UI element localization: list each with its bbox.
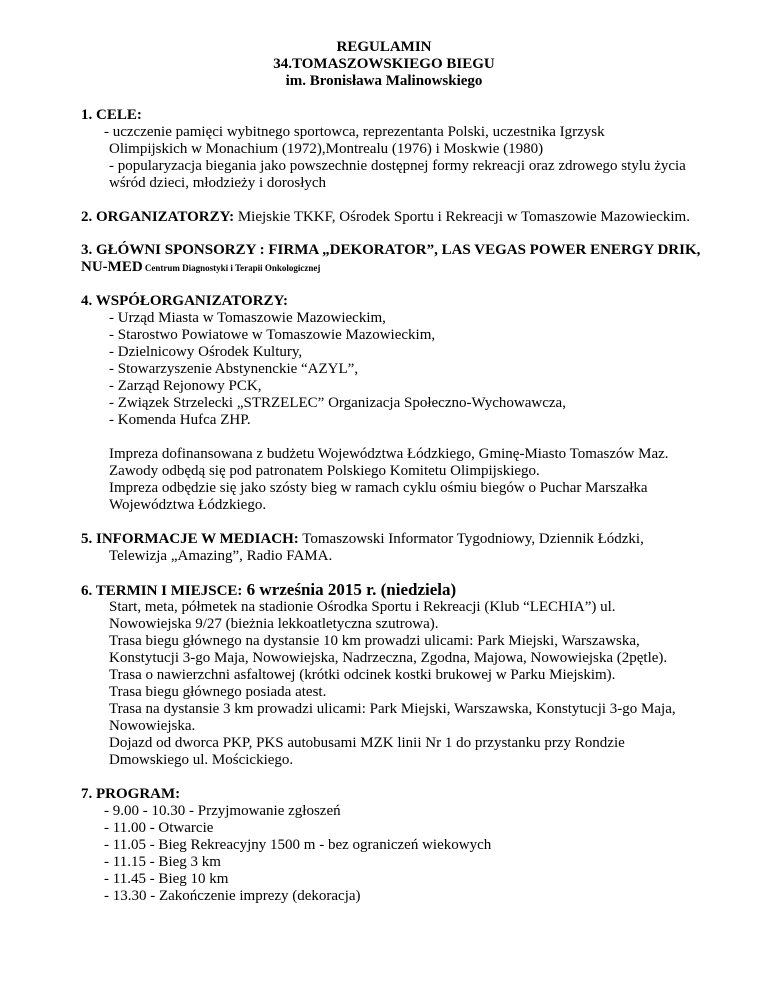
section-4-heading: 4. WSPÓŁORGANIZATORZY: xyxy=(81,293,288,309)
section-6-line: Nowowiejska. xyxy=(109,718,196,734)
section-4-item: - Związek Strzelecki „STRZELEC” Organizacja Społeczno-Wychowawcza, xyxy=(109,395,566,411)
section-5 xyxy=(81,531,644,548)
program-item: - 11.05 - Bieg Rekreacyjny 1500 m - bez ograniczeń wiekowych xyxy=(104,837,492,853)
section-4-item: - Dzielnicowy Ośrodek Kultury, xyxy=(109,344,303,360)
section-1-line: - uczczenie pamięci wybitnego sportowca, reprezentanta Polski, uczestnika Igrzysk xyxy=(104,124,605,140)
doc-title-line2: 34.TOMASZOWSKIEGO BIEGU xyxy=(273,56,495,72)
section-3-line2 xyxy=(81,259,320,277)
section-4-item: - Komenda Hufca ZHP. xyxy=(109,412,251,428)
section-2-heading: 2. ORGANIZATORZY: xyxy=(81,209,235,225)
section-1-line: - popularyzacja biegania jako powszechnie dostępnej formy rekreacji oraz zdrowego stylu życia xyxy=(109,158,686,174)
section-6-line: Trasa biegu głównego posiada atest. xyxy=(109,684,327,700)
section-4-item: - Urząd Miasta w Tomaszowie Mazowieckim, xyxy=(109,310,386,326)
section-1-line: wśród dzieci, młodzieży i dorosłych xyxy=(109,175,327,191)
section-3-sponsor: NU-MED xyxy=(81,259,143,275)
section-7-heading: 7. PROGRAM: xyxy=(81,786,181,802)
section-6-line: Trasa biegu głównego na dystansie 10 km prowadzi ulicami: Park Miejski, Warszawska, xyxy=(109,633,640,649)
section-3-line1: 3. GŁÓWNI SPONSORZY : FIRMA „DEKORATOR”, LAS VEGAS POWER ENERGY DRIK, xyxy=(81,242,701,258)
section-6-heading-row xyxy=(81,581,456,600)
program-item: - 13.30 - Zakończenie imprezy (dekoracja) xyxy=(104,888,361,904)
section-4-item: - Stowarzyszenie Abstynenckie “AZYL”, xyxy=(109,361,359,377)
section-5-heading: 5. INFORMACJE W MEDIACH: xyxy=(81,531,299,547)
section-1-heading: 1. CELE: xyxy=(81,107,142,123)
section-5-line2: Telewizja „Amazing”, Radio FAMA. xyxy=(109,548,333,564)
section-6-line: Start, meta, półmetek na stadionie Ośrodka Sportu i Rekreacji (Klub “LECHIA”) ul. xyxy=(109,599,616,615)
section-6-heading: 6. TERMIN I MIEJSCE: xyxy=(81,583,243,599)
event-date: 6 września 2015 xyxy=(242,580,362,599)
section-6-line: Dojazd od dworca PKP, PKS autobusami MZK linii Nr 1 do przystanku przy Rondzie xyxy=(109,735,625,751)
program-item: - 11.00 - Otwarcie xyxy=(104,820,214,836)
section-6-line: Dmowskiego ul. Mościckiego. xyxy=(109,752,294,768)
program-item: - 11.15 - Bieg 3 km xyxy=(104,854,221,870)
section-6-line: Nowowiejska 9/27 (bieżnia lekkoatletyczna szutrowa). xyxy=(109,616,439,632)
program-item: - 9.00 - 10.30 - Przyjmowanie zgłoszeń xyxy=(104,803,341,819)
section-4-note: Zawody odbędą się pod patronatem Polskiego Komitetu Olimpijskiego. xyxy=(109,463,540,479)
section-6-line: Trasa na dystansie 3 km prowadzi ulicami: Park Miejski, Warszawska, Konstytucji 3-go Maja, xyxy=(109,701,676,717)
section-4-note: Impreza odbędzie się jako szósty bieg w ramach cyklu ośmiu biegów o Puchar Marszałka xyxy=(109,480,648,496)
doc-title-line3: im. Bronisława Malinowskiego xyxy=(285,73,483,89)
section-4-note: Województwa Łódzkiego. xyxy=(109,497,267,513)
section-4-item: - Zarząd Rejonowy PCK, xyxy=(109,378,262,394)
section-4-item: - Starostwo Powiatowe w Tomaszowie Mazowieckim, xyxy=(109,327,436,343)
doc-title-line1: REGULAMIN xyxy=(336,39,432,55)
section-2-text: Miejskie TKKF, Ośrodek Sportu i Rekreacji w Tomaszowie Mazowieckim. xyxy=(234,209,690,225)
section-2 xyxy=(81,209,690,226)
section-1-line: Olimpijskich w Monachium (1972),Montrealu (1976) i Moskwie (1980) xyxy=(109,141,544,157)
program-item: - 11.45 - Bieg 10 km xyxy=(104,871,229,887)
section-4-note: Impreza dofinansowana z budżetu Województwa Łódzkiego, Gminę-Miasto Tomaszów Maz. xyxy=(109,446,669,462)
section-6-line: Trasa o nawierzchni asfaltowej (krótki odcinek kostki brukowej w Parku Miejskim). xyxy=(109,667,616,683)
section-6-line: Konstytucji 3-go Maja, Nowowiejska, Nadrzeczna, Zgodna, Majowa, Nowowiejska (2pętle). xyxy=(109,650,668,666)
section-3-sponsor-desc: Centrum Diagnostyki i Terapii Onkologicznej xyxy=(142,263,321,273)
event-date-suffix: r. (niedziela) xyxy=(361,580,457,599)
section-5-text: Tomaszowski Informator Tygodniowy, Dziennik Łódzki, xyxy=(298,531,644,547)
